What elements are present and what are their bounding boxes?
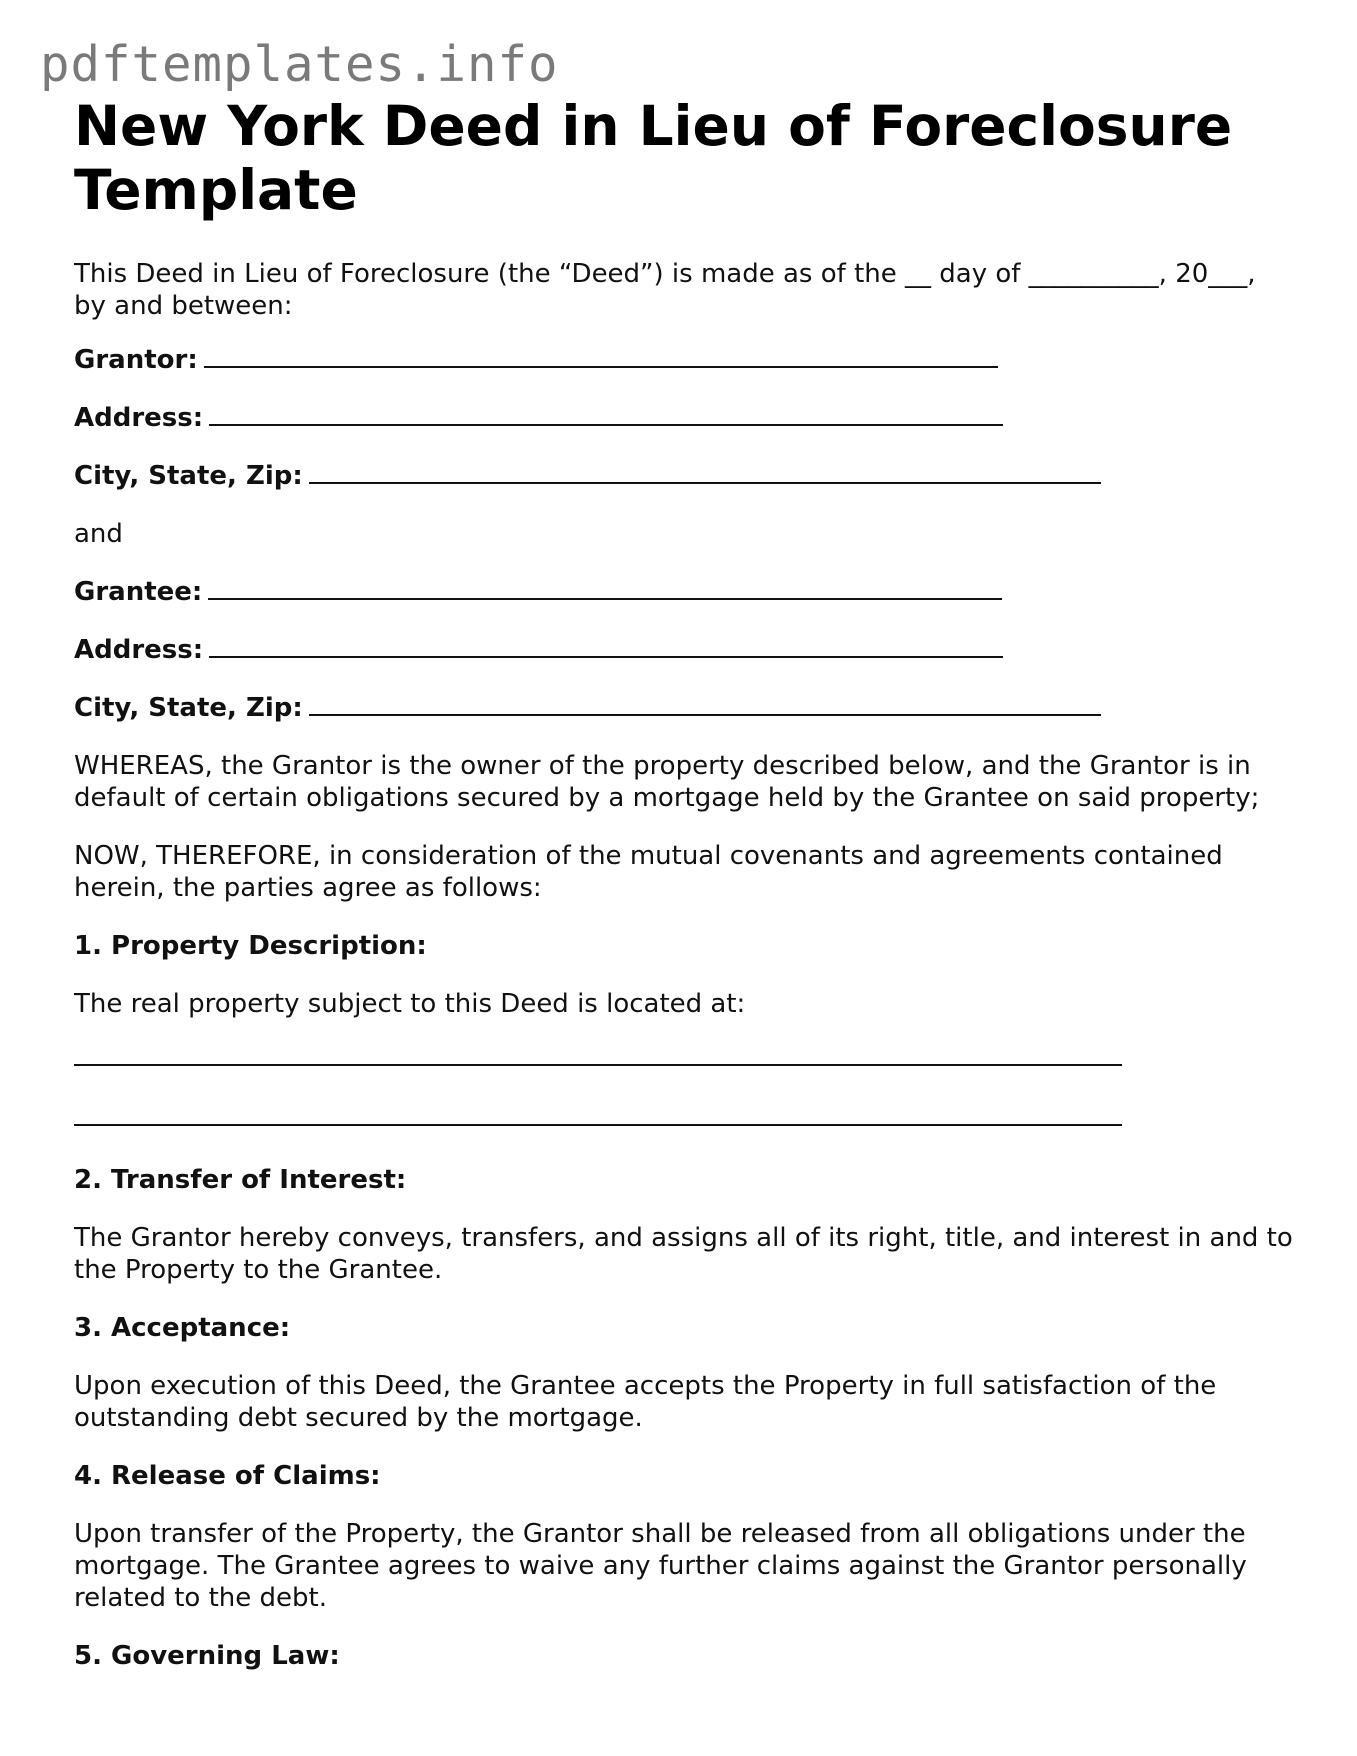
grantor-address-blank[interactable]: [209, 402, 1003, 426]
grantee-name-field[interactable]: [74, 576, 1314, 608]
and-text: and: [74, 519, 123, 549]
now-therefore-paragraph: NOW, THEREFORE, in consideration of the mutual covenants and agreements contained herein, the parties agree as follows:: [74, 841, 1223, 903]
grantor-address-label: Address:: [74, 403, 204, 433]
grantor-address-field[interactable]: [74, 402, 1314, 434]
section-heading: 4. Release of Claims:: [74, 1461, 381, 1491]
property-address-blank[interactable]: [74, 1124, 1122, 1126]
grantee-city-field[interactable]: [74, 692, 1314, 724]
grantee-address-label: Address:: [74, 635, 204, 665]
grantee-address-blank[interactable]: [209, 634, 1003, 658]
grantee-name-blank[interactable]: [208, 576, 1002, 600]
property-address-blank[interactable]: [74, 1064, 1122, 1066]
grantor-city-field[interactable]: [74, 460, 1314, 492]
section-heading: 3. Acceptance:: [74, 1313, 291, 1343]
section-body: The real property subject to this Deed is located at:: [74, 989, 746, 1019]
section-heading: 2. Transfer of Interest:: [74, 1165, 407, 1195]
whereas-paragraph: WHEREAS, the Grantor is the owner of the property described below, and the Grantor is in default of certain obligations secured by a mortgage held by the Grantee on said property;: [74, 751, 1260, 813]
section-body: The Grantor hereby conveys, transfers, and assigns all of its right, title, and interest in and to the Property to the Grantee.: [74, 1223, 1293, 1285]
grantee-name-label: Grantee:: [74, 577, 203, 607]
watermark: pdftemplates.info: [40, 36, 559, 93]
document-body: [74, 94, 1314, 1672]
intro-paragraph: This Deed in Lieu of Foreclosure (the “Deed”) is made as of the __ day of __________, 20___, by and between:: [74, 259, 1256, 321]
grantor-name-label: Grantor:: [74, 345, 198, 375]
grantee-address-field[interactable]: [74, 634, 1314, 666]
section-body: Upon execution of this Deed, the Grantee accepts the Property in full satisfaction of the outstanding debt secured by the mortgage.: [74, 1371, 1217, 1433]
grantor-name-blank[interactable]: [204, 344, 998, 368]
grantor-city-label: City, State, Zip:: [74, 461, 303, 491]
section-heading: 5. Governing Law:: [74, 1641, 340, 1671]
grantor-name-field[interactable]: [74, 344, 1314, 376]
section-body: Upon transfer of the Property, the Grantor shall be released from all obligations under the mortgage. The Grantee agrees to waive any further claims against the Grantor personally related to the debt.: [74, 1519, 1247, 1613]
grantee-city-label: City, State, Zip:: [74, 693, 303, 723]
grantee-city-blank[interactable]: [309, 692, 1101, 716]
page-title: New York Deed in Lieu of Foreclosure Template: [74, 94, 1233, 222]
grantor-city-blank[interactable]: [309, 460, 1101, 484]
section-heading: 1. Property Description:: [74, 931, 427, 961]
